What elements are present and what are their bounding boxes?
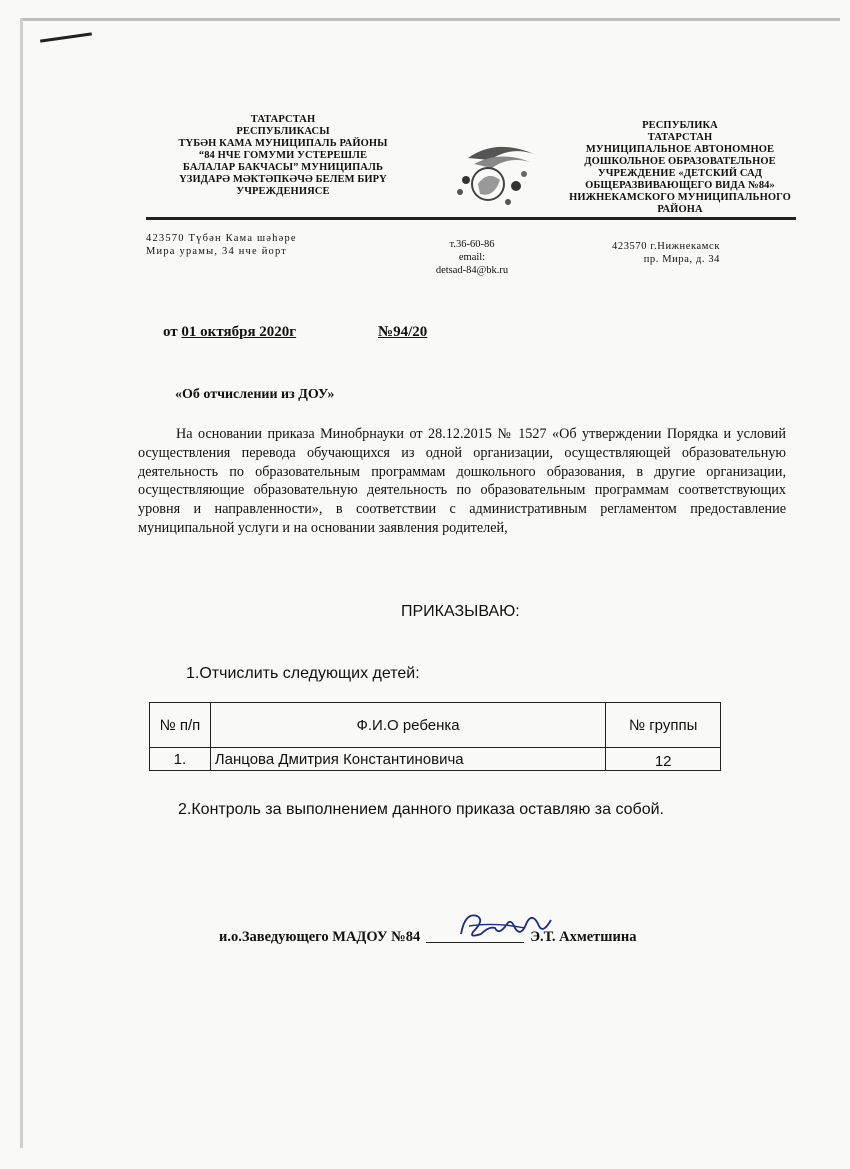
header-right-line: ДОШКОЛЬНОЕ ОБРАЗОВАТЕЛЬНОЕ bbox=[584, 156, 776, 167]
address-russian bbox=[612, 240, 720, 266]
header-right-russian bbox=[560, 120, 800, 216]
col-name-header: Ф.И.О ребенка bbox=[210, 703, 606, 748]
address-line: пр. Мира, д. 34 bbox=[643, 254, 721, 265]
order-item-2: 2.Контроль за выполнением данного приказа оставляю за собой. bbox=[178, 801, 664, 818]
col-group-header: № группы bbox=[606, 703, 721, 748]
email-label: email: bbox=[458, 252, 486, 263]
address-line: 423570 Түбән Кама шәһәре bbox=[146, 233, 297, 244]
header-right-line: ТАТАРСТАН bbox=[647, 132, 713, 143]
preamble-paragraph bbox=[138, 425, 786, 538]
order-title: «Об отчислении из ДОУ» bbox=[175, 387, 335, 402]
header-right-line: УЧРЕЖДЕНИЕ «ДЕТСКИЙ САД bbox=[597, 168, 763, 179]
header-left-line: ТАТАРСТАН bbox=[250, 114, 316, 125]
cell-group: 12 bbox=[606, 748, 721, 771]
order-prefix: от bbox=[163, 324, 178, 340]
contact-block bbox=[412, 238, 532, 277]
header-divider bbox=[146, 217, 796, 220]
order-date-number bbox=[163, 324, 428, 341]
order-date: 01 октября 2020г bbox=[181, 324, 297, 340]
header-left-tatar bbox=[148, 114, 418, 198]
phone: т.36-60-86 bbox=[449, 239, 495, 250]
header-right-line: ОБЩЕРАЗВИВАЮЩЕГО ВИДА №84» bbox=[585, 180, 775, 191]
header-left-line: БАЛАЛАР БАКЧАСЫ” МУНИЦИПАЛЬ bbox=[182, 162, 384, 173]
header-right-line: РЕСПУБЛИКА bbox=[642, 120, 718, 131]
header-left-line: ҮЗИДАРӘ МӘКТӘПКӘЧӘ БЕЛЕМ БИРҮ bbox=[179, 174, 387, 185]
signature-line bbox=[219, 929, 637, 946]
children-table bbox=[149, 702, 721, 771]
cell-number: 1. bbox=[150, 748, 211, 771]
orders-heading: ПРИКАЗЫВАЮ: bbox=[401, 603, 520, 620]
cell-child-name: Ланцова Дмитрия Константиновича bbox=[210, 748, 606, 771]
header-left-line: УЧРЕЖДЕНИЯСЕ bbox=[236, 186, 330, 197]
header-left-line: РЕСПУБЛИКАСЫ bbox=[236, 126, 330, 137]
scan-mark bbox=[40, 32, 92, 42]
email-address: detsad-84@bk.ru bbox=[435, 265, 509, 276]
signer-position: и.о.Заведующего МАДОУ №84 bbox=[219, 929, 421, 945]
table-row bbox=[150, 748, 721, 771]
header-left-line: ТҮБӘН КАМА МУНИЦИПАЛЬ РАЙОНЫ bbox=[178, 138, 388, 149]
preamble-text: На основании приказа Минобрнауки от 28.12.2015 № 1527 «Об утверждении Порядка и условий осуществления перевода обучающихся из одной организации, осуществляющей образовательную деятельность по образовательным программам дошкольного образования, в другие организации, осуществляющие образовательную деятельность по образовательным программам соответствующих уровня и направленности», в соответствии с административным регламентом предоставление муниципальной услуги и на основании заявления родителей, bbox=[138, 426, 786, 536]
address-tatar bbox=[146, 232, 297, 258]
address-line: Мира урамы, 34 нче йорт bbox=[146, 246, 288, 257]
header-right-line: РАЙОНА bbox=[657, 204, 703, 215]
scan-edge-left bbox=[20, 18, 23, 1148]
scan-edge-top bbox=[20, 18, 840, 21]
header-right-line: НИЖНЕКАМСКОГО МУНИЦИПАЛЬНОГО bbox=[569, 192, 791, 203]
signer-name: Э.Т. Ахметшина bbox=[530, 929, 637, 945]
kindergarten-logo-icon bbox=[438, 134, 548, 214]
address-line: 423570 г.Нижнекамск bbox=[612, 241, 721, 252]
header-right-line: МУНИЦИПАЛЬНОЕ АВТОНОМНОЕ bbox=[585, 144, 775, 155]
order-number: №94/20 bbox=[378, 324, 428, 340]
table-header-row bbox=[150, 703, 721, 748]
handwritten-signature-icon bbox=[455, 906, 565, 946]
col-number-header: № п/п bbox=[150, 703, 211, 748]
header-left-line: “84 НЧЕ ГОМУМИ УСТЕРЕШЛЕ bbox=[198, 150, 368, 161]
order-item-1: 1.Отчислить следующих детей: bbox=[186, 665, 420, 682]
